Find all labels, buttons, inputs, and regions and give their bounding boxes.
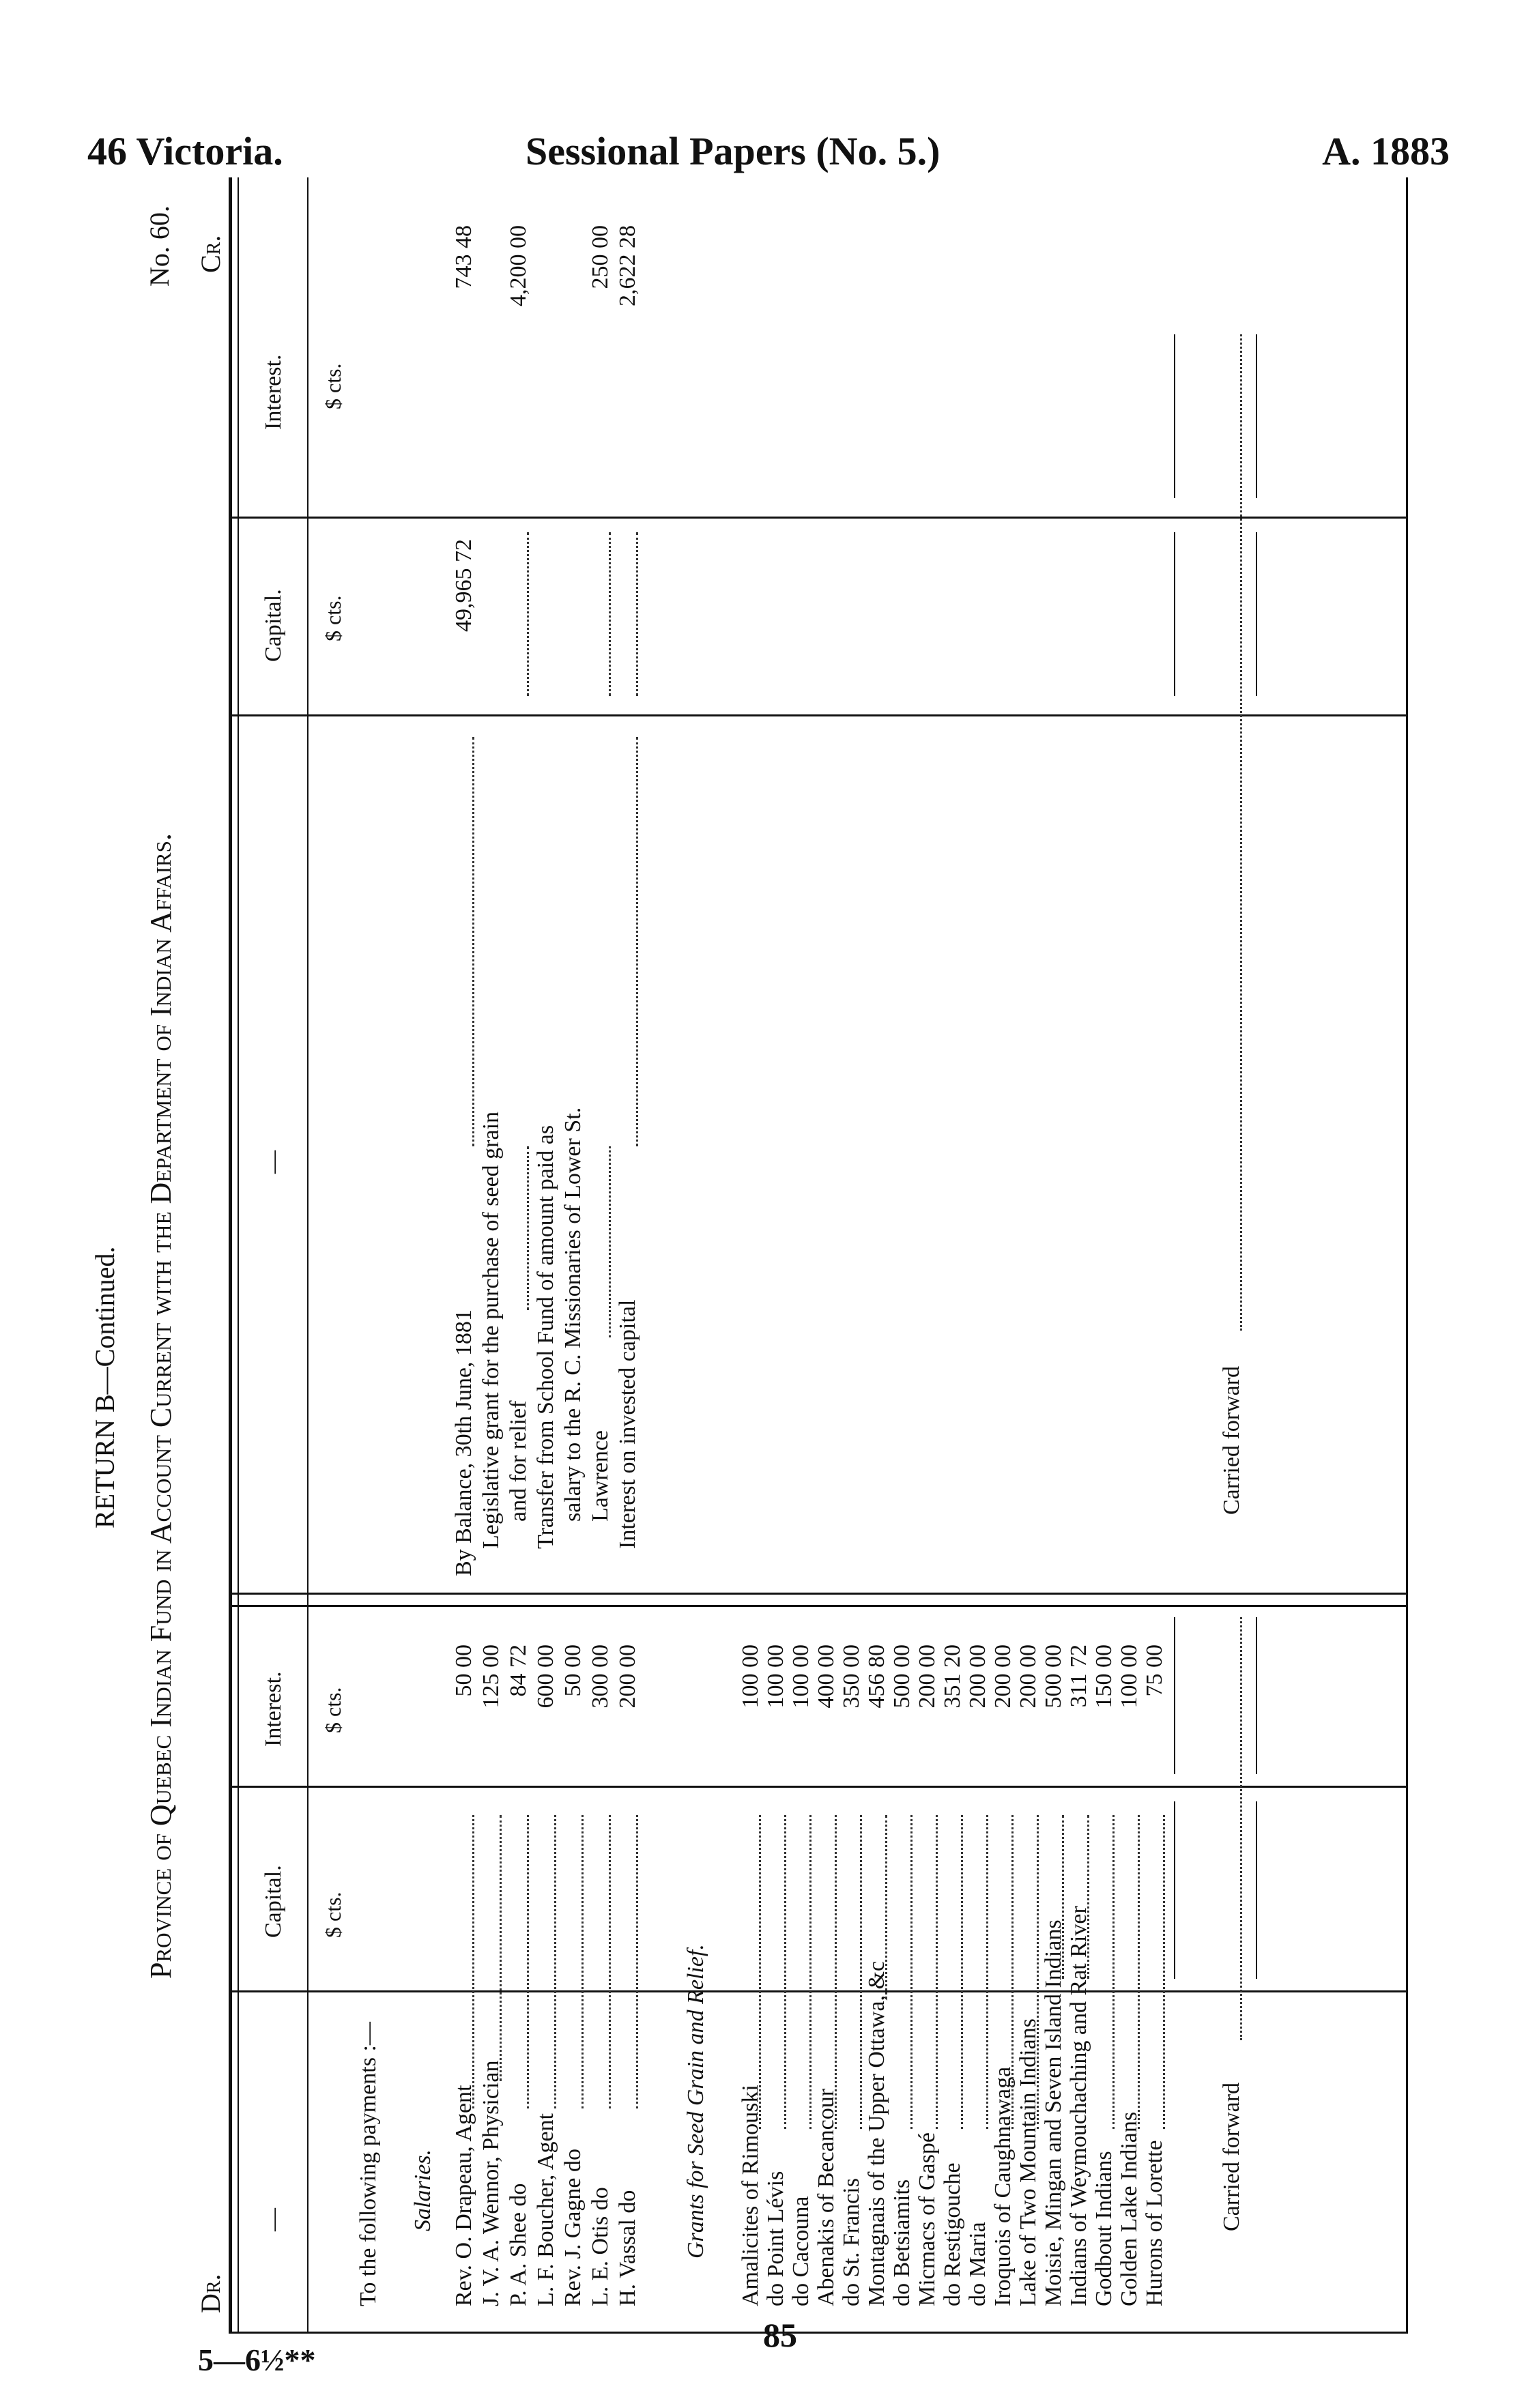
grant-interest: 200 00 — [965, 1644, 990, 1709]
rule-top-thin — [238, 177, 239, 2334]
debit-label: Dr. — [195, 2274, 226, 2313]
leader-dots — [759, 1815, 761, 2129]
grant-name: do Betsiamits — [889, 2179, 915, 2306]
salary-interest: 300 00 — [588, 1644, 613, 1709]
leader-dots — [1163, 1815, 1165, 2129]
grant-name: do Restigouche — [940, 2162, 965, 2306]
leader-dots — [885, 1815, 887, 1999]
grant-interest: 75 00 — [1142, 1644, 1167, 1697]
credit-line: Transfer from School Fund of amount paid as — [533, 1125, 558, 1549]
rotated-account-table — [82, 177, 1413, 2334]
grant-interest: 500 00 — [889, 1644, 915, 1709]
leader-dots — [910, 1815, 913, 2129]
leader-dots — [1240, 334, 1242, 1331]
grant-name: do Point Lévis — [763, 2171, 788, 2306]
credit-interest-close-rule — [1256, 334, 1257, 498]
rule-top — [229, 177, 232, 2334]
leader-dots — [554, 1815, 556, 2108]
salary-interest: 600 00 — [533, 1644, 558, 1709]
credit-interest: 250 00 — [588, 225, 613, 289]
grant-interest: 150 00 — [1091, 1644, 1117, 1709]
grant-interest: 100 00 — [763, 1644, 788, 1709]
leader-dots — [1062, 1815, 1064, 1979]
leader-dots — [936, 1815, 938, 2129]
leader-dots — [636, 737, 638, 1146]
credit-line: Interest on invested capital — [615, 1299, 640, 1549]
salary-name: L. E. Otis do — [588, 2187, 613, 2306]
grant-name: Hurons of Lorette — [1142, 2140, 1167, 2306]
grant-name: Micmacs of Gaspé — [915, 2132, 940, 2306]
salary-name: Rev. O. Drapeau, Agent — [451, 2085, 476, 2306]
col-rule — [229, 714, 1408, 716]
leader-dots — [986, 1815, 988, 2129]
grant-name: Moisie, Mingan and Seven Island Indians — [1041, 1919, 1066, 2306]
salary-interest: 125 00 — [478, 1644, 504, 1709]
salaries-heading: Salaries. — [410, 2149, 435, 2231]
credit-col-capital: Capital. — [261, 589, 286, 662]
leader-dots — [1011, 1815, 1014, 2129]
col-rule — [229, 2332, 1408, 2334]
salary-name: L. F. Boucher, Agent — [533, 2113, 558, 2306]
grant-name: do St. Francis — [839, 2178, 864, 2306]
credit-label: Cr. — [195, 235, 226, 273]
debit-col-capital: Capital. — [261, 1865, 286, 1938]
leader-dots — [527, 1146, 529, 1310]
leader-dots — [784, 1815, 786, 2129]
leader-dots — [860, 1815, 862, 2129]
grant-name: do Cacouna — [788, 2196, 814, 2306]
debit-col-dash: — — [261, 2208, 286, 2231]
salary-interest: 50 00 — [451, 1644, 476, 1697]
salary-name: H. Vassal do — [615, 2190, 640, 2306]
page-number: 85 — [763, 2316, 797, 2354]
credit-capital-total-rule — [1174, 532, 1175, 696]
leader-dots — [609, 1146, 611, 1337]
col-rule — [229, 1605, 1408, 1607]
credit-interest: 743 48 — [451, 225, 476, 289]
credit-col-dash: — — [261, 1150, 286, 1174]
grant-name: Golden Lake Indians — [1117, 2111, 1142, 2306]
leader-dots — [809, 1815, 811, 2129]
debit-interest-close-rule — [1256, 1617, 1257, 1774]
grant-name: Indians of Weymouchaching and Rat River — [1066, 1906, 1091, 2306]
leader-dots — [581, 1815, 584, 2108]
credit-interest-total-rule — [1174, 334, 1175, 498]
grant-interest: 351 20 — [940, 1644, 965, 1709]
debit-carried-forward: Carried forward — [1219, 2082, 1244, 2231]
grant-interest: 500 00 — [1041, 1644, 1066, 1709]
signature-mark: 5—6½** — [198, 2342, 316, 2377]
leader-dots — [472, 737, 474, 1146]
grant-interest: 100 00 — [1117, 1644, 1142, 1709]
grant-interest: 100 00 — [738, 1644, 763, 1709]
debit-capital-total-rule — [1174, 1801, 1175, 1979]
credit-interest-currency: $ cts. — [321, 363, 345, 409]
credit-capital-currency: $ cts. — [321, 595, 345, 641]
credit-line: salary to the R. C. Missionaries of Lower St. — [560, 1107, 586, 1522]
col-rule — [229, 1990, 1408, 1992]
grant-interest: 456 80 — [864, 1644, 889, 1709]
leader-dots — [472, 1815, 474, 2108]
number-label: No. 60. — [144, 205, 175, 287]
grant-interest: 311 72 — [1066, 1644, 1091, 1708]
col-rule — [229, 1593, 1408, 1595]
leader-dots — [636, 1815, 638, 2108]
header-session: 46 Victoria. — [87, 129, 283, 173]
grant-name: Lake of Two Mountain Indians — [1016, 2018, 1041, 2306]
grant-interest: 100 00 — [788, 1644, 814, 1709]
credit-line: Legislative grant for the purchase of seed grain — [478, 1111, 504, 1549]
leader-dots — [1037, 1815, 1039, 2129]
leader-dots — [500, 1815, 502, 2081]
grant-interest: 200 00 — [990, 1644, 1016, 1709]
leader-dots — [961, 1815, 963, 2129]
salary-name: Rev. J. Gagne do — [560, 2148, 586, 2306]
leader-dots — [1087, 1815, 1089, 1979]
salary-name: P. A. Shee do — [506, 2183, 531, 2306]
grant-name: Iroquois of Caughnawaga — [990, 2066, 1016, 2306]
leader-dots — [527, 1815, 529, 2108]
credit-carried-forward: Carried forward — [1219, 1365, 1244, 1515]
credit-line: and for relief — [506, 1400, 531, 1522]
grant-interest: 200 00 — [915, 1644, 940, 1709]
grants-heading: Grants for Seed Grain and Relief. — [683, 1944, 708, 2259]
rule-bottom — [1406, 177, 1408, 2334]
credit-capital-close-rule — [1256, 532, 1257, 696]
grant-interest: 350 00 — [839, 1644, 864, 1709]
debit-col-interest: Interest. — [261, 1671, 286, 1747]
return-title: RETURN B—Continued. — [89, 1246, 120, 1528]
credit-col-interest: Interest. — [261, 354, 286, 430]
credit-interest: 4,200 00 — [506, 225, 531, 306]
header-year: A. 1883 — [1322, 129, 1450, 173]
leader-dots — [1112, 1815, 1115, 2129]
header-title: Sessional Papers (No. 5.) — [526, 129, 940, 173]
salary-name: J. V. A. Wennor, Physician — [478, 2060, 504, 2306]
header-row-rule — [307, 177, 308, 2334]
leader-dots — [1138, 1815, 1140, 2129]
grant-interest: 400 00 — [814, 1644, 839, 1709]
grant-name: Godbout Indians — [1091, 2151, 1117, 2306]
leader-dots — [609, 1815, 611, 2108]
leader-dots — [835, 1815, 837, 2129]
debit-interest-currency: $ cts. — [321, 1687, 345, 1733]
table-title: Province of Quebec Indian Fund in Account Current with the Department of Indian Affairs. — [144, 833, 177, 1979]
leader-dots — [527, 532, 529, 696]
grant-name: do Maria — [965, 2222, 990, 2306]
debit-capital-close-rule — [1256, 1801, 1257, 1979]
credit-line: Lawrence — [588, 1430, 613, 1522]
salary-interest: 200 00 — [615, 1644, 640, 1709]
col-rule — [229, 517, 1408, 519]
salary-interest: 50 00 — [560, 1644, 586, 1697]
col-rule — [229, 1786, 1408, 1788]
credit-capital: 49,965 72 — [451, 539, 476, 632]
grant-name: Amalicites of Rimouski — [738, 2085, 763, 2306]
leader-dots — [609, 532, 611, 696]
grant-name: Abenakis of Becancour — [814, 2088, 839, 2306]
debit-intro: To the following payments :— — [356, 2022, 381, 2306]
leader-dots — [1240, 1617, 1242, 2040]
leader-dots — [636, 532, 638, 696]
credit-interest: 2,622 28 — [615, 225, 640, 306]
grant-name: Montagnais of the Upper Ottawa, &c — [864, 1960, 889, 2306]
debit-capital-currency: $ cts. — [321, 1891, 345, 1938]
debit-interest-total-rule — [1174, 1617, 1175, 1774]
credit-line: By Balance, 30th June, 1881 — [451, 1309, 476, 1576]
grant-interest: 200 00 — [1016, 1644, 1041, 1709]
salary-interest: 84 72 — [506, 1644, 531, 1697]
